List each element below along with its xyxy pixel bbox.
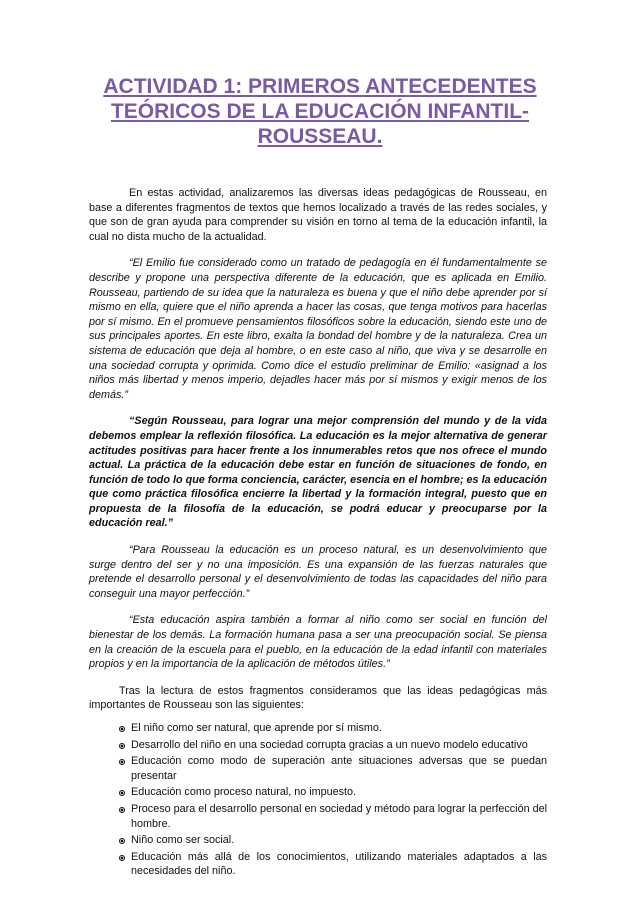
list-item: Educación como proceso natural, no impuesto. [119,785,547,800]
list-item: Desarrollo del niño en una sociedad corrupta gracias a un nuevo modelo educativo [119,738,547,753]
ideas-list [89,721,547,879]
list-item: El niño como ser natural, que aprende por sí mismo. [119,721,547,736]
quote-ser-social: “Esta educación aspira también a formar al niño como ser social en función del bienestar de los demás. La formación humana pasa a ser una preocupación social. Se piensa en la creación de la escuela para el pueblo, en la educación de la edad infantil con materiales propios y en la importancia de la aplicación de métodos útiles.” [89,614,547,671]
bullet-icon [119,759,125,765]
intro-paragraph: En estas actividad, analizaremos las diversas ideas pedagógicas de Rousseau, en base a diferentes fragmentos de textos que hemos localizado a través de las redes sociales, y que son de gran ayuda para comprender su visión en torno al tema de la educación infantil, la cual no dista mucho de la actualidad. [89,187,547,243]
conclusion-intro: Tras la lectura de estos fragmentos consideramos que las ideas pedagógicas más importantes de Rousseau son las siguientes: [89,684,547,712]
bullet-icon [119,726,125,732]
list-item: Educación más allá de los conocimientos, utilizando materiales adaptados a las necesidades del niño. [119,850,547,879]
bullet-icon [119,807,125,813]
quote-proceso-natural: “Para Rousseau la educación es un proceso natural, es un desenvolvimiento que surge dentro del ser y no una imposición. Es una expansión de las fuerzas naturales que pretende el desarrollo personal y el desenvolvimiento de todas las capacidades del niño para conseguir una mayor perfección.” [89,544,547,600]
list-item: Niño como ser social. [119,833,547,848]
quote-reflexion: “Según Rousseau, para lograr una mejor comprensión del mundo y de la vida debemos emplear la reflexión filosófica. La educación es la mejor alternativa de generar actitudes positivas para hacer frente a los innumerables retos que nos ofrece el mundo actual. La práctica de la educación debe estar en función de situaciones de fondo, en función de todo lo que forma conciencia, carácter, esencia en el hombre; es la educación que como práctica filosófica encierre la libertad y la formación integral, puesto que en propuesta de la filosofía de la educación, se podrá educar y preocuparse por la educación real.” [89,415,547,530]
bullet-icon [119,838,125,844]
quote-emilio: “El Emilio fue considerado como un tratado de pedagogía en él fundamentalmente se describe y propone una perspectiva diferente de la educación, que es aplicada en Emilio. Rousseau, partiendo de su idea que la naturaleza es buena y que el niño debe aprender por sí mismo en ella, quiere que el niño aprenda a hacer las cosas, que tenga motivos para hacerlas por sí mismo. En el promueve pensamientos filosóficos sobre la educación, siendo este uno de sus principales aportes. En este libro, exalta la bondad del hombre y de la naturaleza. Crea un sistema de educación que deja al hombre, o en este caso al niño, que viva y se desarrolle en una sociedad corrupta y oprimida. Como dice el estudio preliminar de Emilio: «asignad a los niños más libertad y menos imperio, dejadles hacer más por sí mismos y exigir menos de los demás.” [89,257,547,401]
bullet-icon [119,743,125,749]
document-title: ACTIVIDAD 1: PRIMEROS ANTECEDENTES TEÓRICOS DE LA EDUCACIÓN INFANTIL- ROUSSEAU. [103,75,537,148]
document-body [89,186,547,881]
list-item: Proceso para el desarrollo personal en sociedad y método para lograr la perfección del hombre. [119,802,547,831]
list-item: Educación como modo de superación ante situaciones adversas que se puedan presentar [119,754,547,783]
bullet-icon [119,790,125,796]
bullet-icon [119,855,125,861]
